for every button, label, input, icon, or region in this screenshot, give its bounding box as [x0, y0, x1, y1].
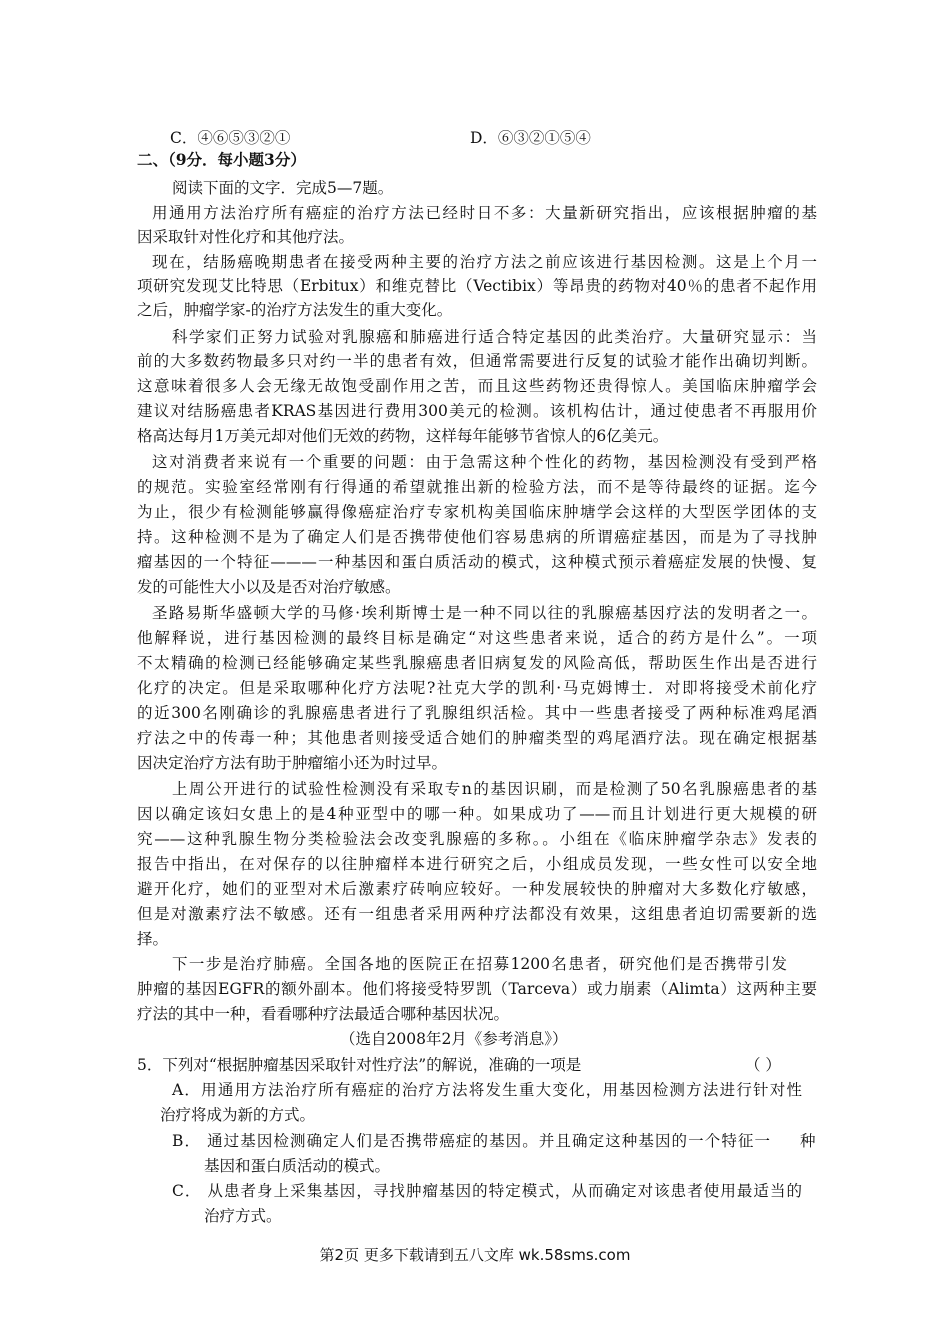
previous-option-c: C．④⑥⑤③②① — [170, 129, 291, 147]
passage-line: 用通用方法治疗所有癌症的治疗方法已经时日不多：大量新研究指出，应该根据肿瘤的基 — [152, 204, 817, 222]
passage-line: 建议对结肠癌患者KRAS基因进行费用300美元的检测。该机构估计，通过使患者不再服用价 — [137, 402, 817, 420]
passage-line: 圣路易斯华盛顿大学的马修·埃利斯博士是一种不同以往的乳腺癌基因疗法的发明者之一。 — [152, 604, 817, 622]
page-footer: 第2页 更多下载请到五八文库 wk.58sms.com — [319, 1246, 631, 1264]
option-a: A．用通用方法治疗所有癌症的治疗方法将发生重大变化，用基因检测方法进行针对性 — [172, 1081, 802, 1099]
passage-line: 这对消费者来说有一个重要的问题：由于急需这种个性化的药物，基因检测没有受到严格 — [152, 453, 817, 471]
passage-line: 究——这种乳腺生物分类检验法会改变乳腺癌的多称。。小组在《临床肿瘤学杂志》发表的 — [137, 830, 817, 848]
passage-line: 前的大多数药物最多只对约一半的患者有效，但通常需要进行反复的试验才能作出确切判断。 — [137, 352, 817, 370]
passage-line: 但是对激素疗法不敏感。还有一组患者采用两种疗法都没有效果，这组患者迫切需要新的选 — [137, 905, 817, 923]
passage-line: 科学家们正努力试验对乳腺癌和肺癌进行适合特定基因的此类治疗。大量研究显示：当 — [172, 328, 817, 346]
passage-line: 这意味着很多人会无缘无故饱受副作用之苦，而且这些药物还贵得惊人。美国临床肿瘤学会 — [137, 377, 817, 395]
option-a-continued: 治疗将成为新的方式。 — [160, 1106, 316, 1124]
passage-line: 为止，很少有检测能够赢得像癌症治疗专家机构美国临床肿塘学会这样的大型医学团体的支 — [137, 503, 817, 521]
option-c-continued: 治疗方式。 — [204, 1207, 282, 1225]
reading-instruction: 阅读下面的文字．完成5—7题。 — [172, 179, 394, 197]
passage-line: 疗法的其中一种，看看哪种疗法最适合哪种基因状况。 — [137, 1005, 510, 1023]
passage-line: 项研究发现艾比特思（Erbitux）和维克替比（Vectibix）等昂贵的药物对40％的患者不起作用 — [137, 277, 817, 295]
passage-line: 现在，结肠癌晚期患者在接受两种主要的治疗方法之前应该进行基因检测。这是上个月一 — [152, 253, 817, 271]
option-c: C． 从患者身上采集基因，寻找肿瘤基因的特定模式，从而确定对该患者使用最适当的 — [172, 1182, 802, 1200]
option-b-tail: 种 — [800, 1132, 816, 1150]
passage-line: 下一步是治疗肺癌。全国各地的医院正在招募1200名患者，研究他们是否携带引发 — [172, 955, 787, 973]
option-b: B． 通过基因检测确定人们是否携带癌症的基因。并且确定这种基因的一个特征一 — [172, 1132, 770, 1150]
section-title: 二、（9分．每小题3分） — [137, 150, 306, 169]
passage-line: 格高达每月1万美元却对他们无效的药物，这样每年能够节省惊人的6亿美元。 — [137, 427, 669, 445]
passage-line: 择。 — [137, 930, 169, 948]
option-b-continued: 基因和蛋白质活动的模式。 — [204, 1157, 391, 1175]
passage-line: 的规范。实验室经常刚有行得通的希望就推出新的检验方法，而不是等待最终的证据。迄今 — [137, 478, 817, 496]
passage-line: 疗法之中的传毒一种；其他患者则接受适合她们的肿瘤类型的鸡尾酒疗法。现在确定根据基 — [137, 729, 817, 747]
passage-line: 化疗的决定。但是采取哪种化疗方法呢?社克大学的凯利·马克姆博士．对即将接受术前化疗 — [137, 679, 817, 697]
passage-line: 的近300名刚确诊的乳腺癌患者进行了乳腺组织活检。其中一些患者接受了两种标准鸡尾酒 — [137, 704, 817, 722]
passage-line: 瘤基因的一个特征———一种基因和蛋白质活动的模式，这种模式预示着癌症发展的快慢、复 — [137, 553, 817, 571]
passage-line: 因以确定该妇女患上的是4种亚型中的哪一种。如果成功了——而且计划进行更大规模的研 — [137, 805, 817, 823]
passage-line: 避开化疗，她们的亚型对术后激素疗砖响应较好。一种发展较快的肿瘤对大多数化疗敏感， — [137, 880, 817, 898]
passage-source: （选自2008年2月《参考消息》） — [340, 1030, 568, 1048]
passage-line: 因采取针对性化疗和其他疗法。 — [137, 228, 355, 246]
passage-line: 他解释说，进行基因检测的最终目标是确定“对这些患者来说，适合的药方是什么”。一项 — [137, 629, 817, 647]
answer-bracket: （ ） — [745, 1056, 781, 1074]
passage-line: 持。这种检测不是为了确定人们是否携带使他们容易患病的所谓癌症基因，而是为了寻找肿 — [137, 528, 817, 546]
passage-line: 因决定治疗方法有助于肿瘤缩小还为时过早。 — [137, 754, 448, 772]
passage-line: 发的可能性大小以及是否对治疗敏感。 — [137, 578, 401, 596]
passage-line: 上周公开进行的试验性检测没有采取专n的基因识刷，而是检测了50名乳腺癌患者的基 — [172, 780, 817, 798]
passage-line: 肿瘤的基因EGFR的额外副本。他们将接受特罗凯（Tarceva）或力崩素（Alimta）这两种主要 — [137, 980, 817, 998]
previous-option-d: D．⑥③②①⑤④ — [470, 129, 591, 147]
passage-line: 报告中指出，在对保存的以往肿瘤样本进行研究之后，小组成员发现，一些女性可以安全地 — [137, 855, 817, 873]
question-stem: 5．下列对“根据肿瘤基因采取针对性疗法”的解说，准确的一项是 — [137, 1056, 582, 1074]
passage-line: 之后，肿瘤学家-的治疗方法发生的重大变化。 — [137, 301, 453, 319]
passage-line: 不太精确的检测已经能够确定某些乳腺癌患者旧病复发的风险高低，帮助医生作出是否进行 — [137, 654, 817, 672]
